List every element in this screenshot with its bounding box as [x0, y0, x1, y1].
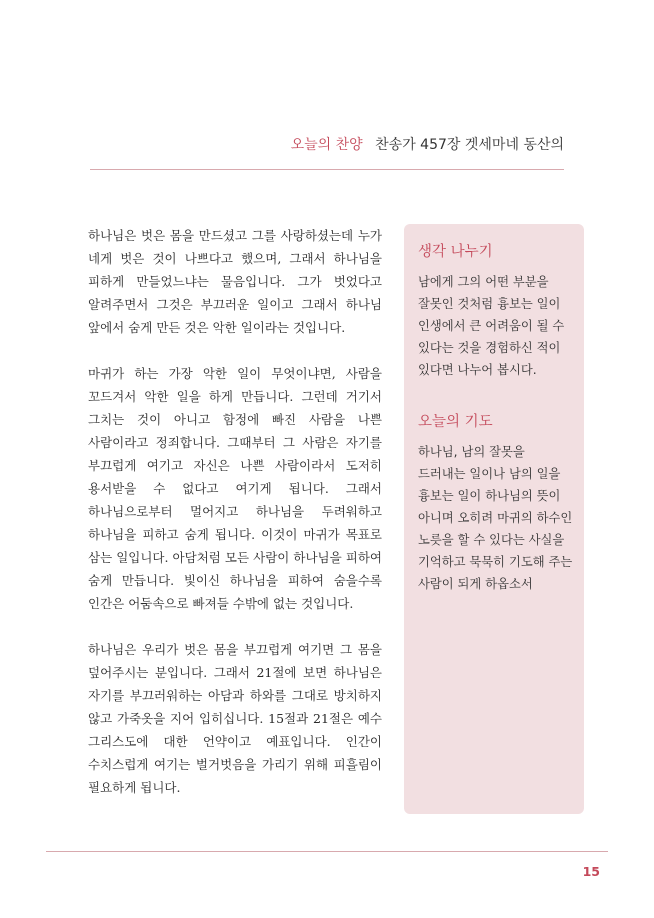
- footer-divider: [46, 851, 608, 852]
- page-header: [291, 134, 564, 154]
- prayer-title: 오늘의 기도: [418, 414, 493, 430]
- prayer-body: 하나님, 남의 잘못을 드러내는 일이나 남의 일을 흉보는 일이 하나님의 뜻이 아니며 오히려 마귀의 하수인 노릇을 할 수 있다는 사실을 기억하고 묵묵히 기도해 주는 사람이 되게 하옵소서: [418, 445, 573, 591]
- page-number: 15: [582, 864, 600, 879]
- main-text: [88, 224, 382, 822]
- paragraph: 하나님은 벗은 몸을 만드셨고 그를 사랑하셨는데 누가 네게 벗은 것이 나쁘다고 했으며, 그래서 하나님을 피하게 만들었느냐는 물음입니다. 그가 벗었다고 알려주면서 그것은 부끄러운 일이고 그래서 하나님 앞에서 숨게 만든 것은 악한 일이라는 것입니다.: [88, 228, 382, 335]
- reflection-section: [418, 240, 574, 381]
- header-divider: [90, 169, 564, 170]
- sidebar-box: [404, 224, 584, 814]
- paragraph: 마귀가 하는 가장 악한 일이 무엇이냐면, 사람을 꼬드겨서 악한 일을 하게 만듭니다. 그런데 거기서 그치는 것이 아니고 함정에 빠진 사람을 나쁜 사람이라고 정죄합니다. 그때부터 그 사람은 자기를 부끄럽게 여기고 자신은 나쁜 사람이라서 도저히 용서받을 수 없다고 여기게 됩니다. 그래서 하나님으로부터 멀어지고 하나님을 두려워하고 하나님을 피하고 숨게 됩니다. 이것이 마귀가 목표로 삼는 일입니다. 아담처럼 모든 사람이 하나님을 피하여 숨게 만듭니다. 빛이신 하나님을 피하여 숨을수록 인간은 어둠속으로 빠져들 수밖에 없는 것입니다.: [88, 366, 382, 611]
- prayer-section: [418, 410, 574, 595]
- reflection-title: 생각 나누기: [418, 244, 493, 260]
- reflection-body: 남에게 그의 어떤 부분을 잘못인 것처럼 흉보는 일이 인생에서 큰 어려움이 될 수 있다는 것을 경험하신 적이 있다면 나누어 봅시다.: [418, 275, 565, 377]
- hymn-title: 찬송가 457장 겟세마네 동산의: [375, 137, 564, 153]
- hymn-label: 오늘의 찬양: [290, 137, 363, 153]
- paragraph: 하나님은 우리가 벗은 몸을 부끄럽게 여기면 그 몸을 덮어주시는 분입니다. 그래서 21절에 보면 하나님은 자기를 부끄러워하는 아담과 하와를 그대로 방치하지 않고 가죽옷을 지어 입히십니다. 15절과 21절은 예수 그리스도에 대한 언약이고 예표입니다. 인간이 수치스럽게 여기는 벌거벗음을 가리기 위해 피흘림이 필요하게 됩니다.: [88, 642, 382, 795]
